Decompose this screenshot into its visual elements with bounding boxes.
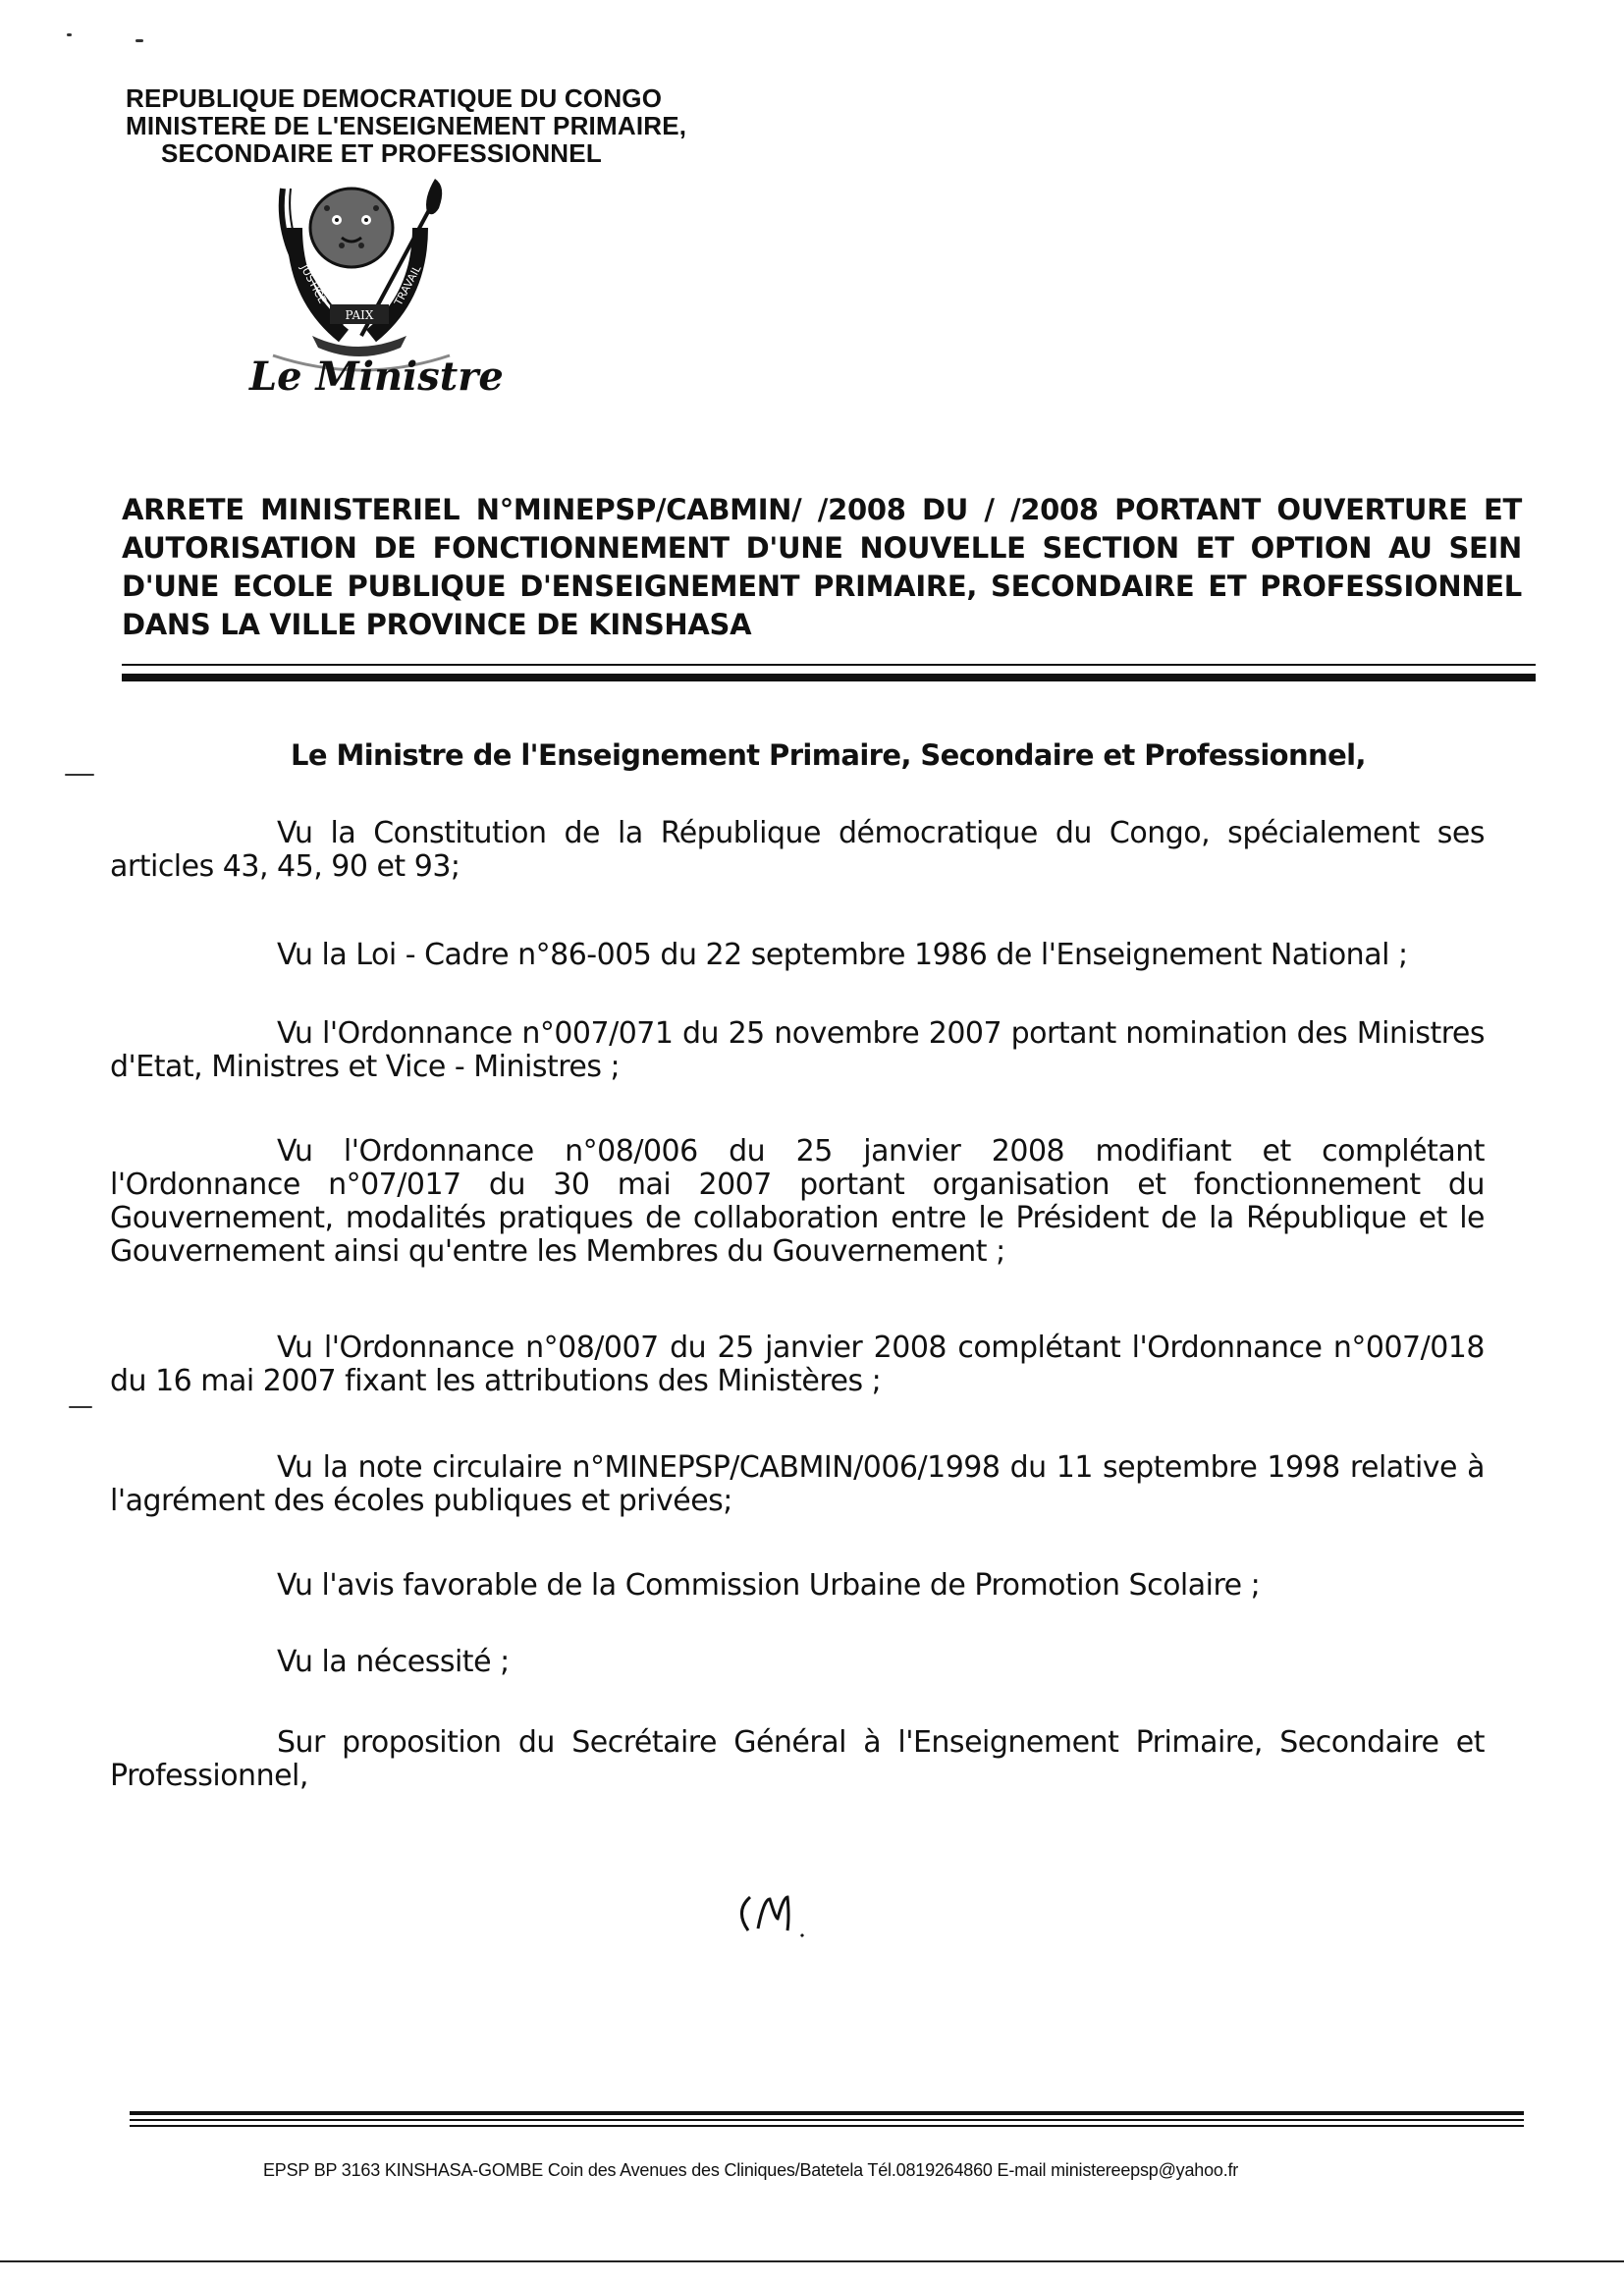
paragraph-proposition — [110, 1726, 1485, 1793]
paragraph-circulaire — [110, 1451, 1485, 1518]
paragraph-text: Vu la Constitution de la République démocratique du Congo, spécialement ses articles 43, 45, 90 et 93; — [110, 816, 1485, 884]
paragraph-avis — [110, 1569, 1485, 1603]
footer-rule — [130, 2119, 1524, 2121]
handwritten-initials-icon — [731, 1885, 829, 1944]
scan-speck — [135, 39, 143, 42]
decree-title: ARRETE MINISTERIEL N°MINEPSP/CABMIN/ /2008 DU / /2008 PORTANT OUVERTURE ET AUTORISATION DE FONCTIONNEMENT D'UNE NOUVELLE SECTION ET OPTION AU SEIN D'UNE ECOLE PUBLIQUE D'ENSEIGNEMENT PRIMAIRE, SECONDAIRE ET PROFESSIONNEL DANS LA VILLE PROVINCE DE KINSHASA — [122, 493, 1522, 641]
footer-rule — [130, 2111, 1524, 2115]
header-ministry: MINISTERE DE L'ENSEIGNEMENT PRIMAIRE, — [126, 111, 687, 140]
footer-rule — [130, 2125, 1524, 2127]
coat-of-arms-icon — [234, 159, 489, 375]
paragraph-text: Vu l'avis favorable de la Commission Urbaine de Promotion Scolaire ; — [277, 1568, 1261, 1603]
paragraph-necessite — [110, 1646, 1485, 1679]
paragraph-constitution — [110, 817, 1485, 884]
motto-right: TRAVAIL — [392, 263, 424, 308]
paragraph-loi-cadre — [110, 939, 1485, 972]
paragraph-text: Vu la note circulaire n°MINEPSP/CABMIN/006/1998 du 11 septembre 1998 relative à l'agrément des écoles publiques et privées; — [110, 1450, 1485, 1518]
header-republic: REPUBLIQUE DEMOCRATIQUE DU CONGO — [126, 83, 663, 113]
intro-line: Le Ministre de l'Enseignement Primaire, Secondaire et Professionnel, — [291, 738, 1366, 772]
paragraph-ordonnance-006 — [110, 1135, 1485, 1269]
scan-speck — [69, 1406, 92, 1408]
motto-left: JUSTICE — [298, 262, 329, 306]
motto-bottom: PAIX — [345, 308, 374, 322]
scan-speck — [67, 33, 72, 36]
paragraph-text: Sur proposition du Secrétaire Général à l'Enseignement Primaire, Secondaire et Professionnel, — [110, 1725, 1485, 1793]
scan-speck — [65, 774, 94, 776]
paragraph-text: Vu l'Ordonnance n°08/006 du 25 janvier 2008 modifiant et complétant l'Ordonnance n°07/017 du 30 mai 2007 portant organisation et fonctionnement du Gouvernement, modalités pratiques de collaboration entre le Président de la République et le Gouvernement ainsi qu'entre les Membres du Gouvernement ; — [110, 1134, 1485, 1269]
paragraph-text: Vu l'Ordonnance n°007/071 du 25 novembre 2007 portant nomination des Ministres d'Etat, Ministres et Vice - Ministres ; — [110, 1016, 1485, 1084]
page-bottom-rule — [0, 2260, 1624, 2262]
footer-address: EPSP BP 3163 KINSHASA-GOMBE Coin des Avenues des Cliniques/Batetela Tél.0819264860 E-mail ministereepsp@yahoo.fr — [263, 2160, 1239, 2180]
paragraph-ordonnance-071 — [110, 1017, 1485, 1084]
paragraph-text: Vu la Loi - Cadre n°86-005 du 22 septembre 1986 de l'Enseignement National ; — [277, 938, 1408, 972]
header-ministry-cont: SECONDAIRE ET PROFESSIONNEL — [161, 138, 602, 168]
minister-label: Le Ministre — [249, 353, 504, 400]
paragraph-text: Vu la nécessité ; — [277, 1645, 510, 1679]
title-rule-thin — [122, 664, 1536, 666]
paragraph-text: Vu l'Ordonnance n°08/007 du 25 janvier 2008 complétant l'Ordonnance n°007/018 du 16 mai 2007 fixant les attributions des Ministères ; — [110, 1331, 1485, 1398]
title-rule — [122, 674, 1536, 681]
paragraph-ordonnance-007 — [110, 1332, 1485, 1398]
